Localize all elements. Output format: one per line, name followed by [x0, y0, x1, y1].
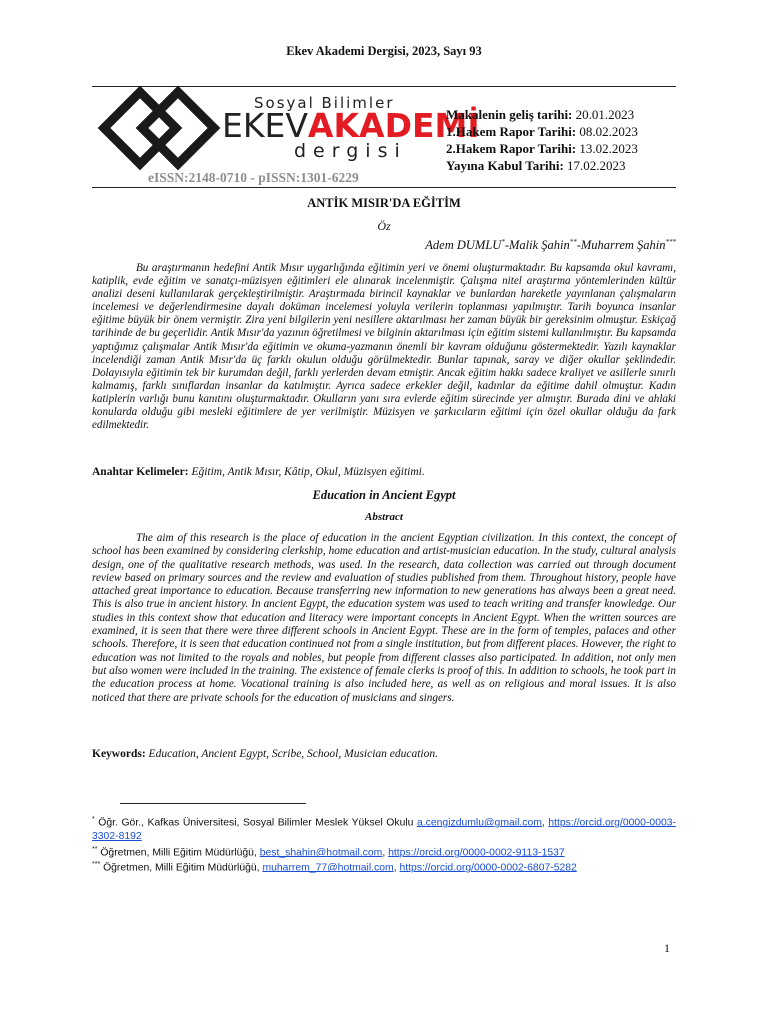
- email-link[interactable]: best_shahin@hotmail.com: [259, 847, 383, 859]
- footnote-marker: **: [92, 846, 98, 853]
- author-name: -Muharrem Şahin: [576, 238, 666, 253]
- date-review-2: [446, 140, 638, 157]
- abstract-heading-en: Abstract: [365, 511, 403, 523]
- footnote-marker[interactable]: ***: [665, 238, 676, 246]
- keywords-value: Eğitim, Antik Mısır, Kâtip, Okul, Müzisyen eğitimi.: [188, 466, 425, 478]
- date-value: 08.02.2023: [576, 124, 638, 139]
- date-accepted: [446, 157, 638, 174]
- footnote-1: [92, 813, 676, 844]
- author-list: [425, 238, 676, 253]
- footnote-text: Öğr. Gör., Kafkas Üniversitesi, Sosyal Bilimler Meslek Yüksel Okulu: [94, 817, 417, 829]
- author-name: Adem DUMLU: [425, 238, 502, 253]
- date-review-1: [446, 123, 638, 140]
- issn-line: eISSN:2148-0710 - pISSN:1301-6229: [148, 170, 359, 185]
- article-dates: [446, 106, 638, 174]
- keywords-tr: [92, 466, 425, 478]
- footnote-3: [92, 858, 676, 875]
- article-title-tr: ANTİK MISIR'DA EĞİTİM: [307, 196, 461, 210]
- abstract-heading-tr: Öz: [377, 219, 391, 233]
- date-received: [446, 106, 638, 123]
- journal-header: Ekev Akademi Dergisi, 2023, Sayı 93: [286, 44, 482, 58]
- abstract-en-body: The aim of this research is the place of education in the ancient Egyptian civilization. In this context, the concept of school has been examined by considering clerkship, home education and artist-musician education. In the study, cultural analysis design, one of the qualitative research methods, was used. In the research, data collection was carried out through document review based on primary sources and the review and evaluation of studies published from them. Throughout history, people have attached great importance to education. Because transferring new information to new generations has always been a great need. This is also true in ancient history. In ancient Egypt, the education system was used to teach writing and transfer knowledge. Our studies in this context show that education and literacy were important concepts in Ancient Egypt. When the written sources are examined, it is seen that there were three different schools in Ancient Egypt. These are in the form of temples, palaces and other schools. Therefore, it is seen that education continued not from a single institution, but from different places. However, the right to education was not limited to the royals and nobles, but people from different classes also participated. In addition, not only men but also women were included in the training. The existence of female clerks is proof of this. In addition to schools, he took part in the education process at home. Vocational training is also included here, as well as on religious and moral issues. It is also noticed that there are private schools for the education of musicians and singers.: [92, 532, 676, 704]
- footnote-sep: ,: [393, 862, 400, 874]
- footnote-marker[interactable]: **: [569, 238, 577, 246]
- orcid-link[interactable]: https://orcid.org/0000-0002-6807-5282: [399, 862, 577, 874]
- keywords-en: [92, 748, 438, 760]
- date-label: Makalenin geliş tarihi:: [446, 107, 573, 122]
- keywords-label: Anahtar Kelimeler:: [92, 466, 189, 478]
- email-link[interactable]: a.cengizdumlu@gmail.com: [417, 817, 542, 829]
- footnote-marker: *: [92, 816, 95, 823]
- footnote-sep: ,: [382, 847, 389, 859]
- date-label: 2.Hakem Rapor Tarihi:: [446, 141, 577, 156]
- footnote-marker: ***: [92, 861, 101, 868]
- keywords-value: Education, Ancient Egypt, Scribe, School, Musician education.: [145, 748, 439, 760]
- footnote-marker[interactable]: *: [501, 238, 505, 246]
- date-value: 13.02.2023: [576, 141, 638, 156]
- orcid-link[interactable]: https://orcid.org/0000-0003-3302-8192: [92, 817, 676, 843]
- email-link[interactable]: muharrem_77@hotmail.com: [262, 862, 394, 874]
- page-number: 1: [664, 941, 670, 955]
- date-value: 17.02.2023: [563, 158, 626, 173]
- footnote-text: Öğretmen, Milli Eğitim Müdürlüğü,: [100, 862, 263, 874]
- footnote-text: Öğretmen, Milli Eğitim Müdürlüğü,: [97, 847, 260, 859]
- date-value: 20.01.2023: [572, 107, 635, 122]
- footnote-sep: ,: [541, 817, 549, 829]
- header-rule-bottom: [92, 187, 676, 188]
- abstract-tr-body: Bu araştırmanın hedefini Antik Mısır uygarlığında eğitimin yeri ve önemi oluşturmaktadır. Bu kapsamda okul kavramı, katiplik, evde eğitim ve sanatçı-müzisyen eğitimleri ele alınarak incelenmiştir. Çalışma nitel araştırma yöntemlerinden kültür analizi deseni kullanılarak gerçekleştirilmiştir. Araştırmada birincil kaynaklar ve bunlardan hareketle yayınlanan çalışmaların incelemesi ve değerlendirmesine dayalı doküman incelemesi yoluyla verilerin toplanması yapılmıştır. Tarih boyunca insanlar eğitime büyük bir önem vermiştir. Zira yeni bilgilerin yeni nesillere aktarılması her zaman büyük bir gereksinim olmuştur. Eskiçağ tarihinde de bu geçerlidir. Antik Mısır'da yazının öğretilmesi ve bilginin aktarılması için eğitim sistemi kullanılmıştır. Bu kapsamda yaptığımız çalışmalar Antik Mısır'da eğitimin ve okuma-yazmanın önemli bir kavram olduğunu göstermektedir. Yazılı kaynaklar incelendiği zaman Antik Mısır'da üç farklı okulun olduğu görülmektedir. Bunlar tapınak, saray ve diğer okullar şeklindedir. Dolayısıyla eğitimin tek bir kurumdan değil, farklı yerlerden devam etmiştir. Ancak eğitim hakkı sadece kraliyet ve asillerle sınırlı kalmamış, farklı sınıflardan insanlar da katılmıştır. Ayrıca sadece erkekler değil, kadınlar da eğitime dahil olmuştur. Kadın katiplerin varlığı bunu kanıtını oluşturmaktadır. Okulların yanı sıra evlerde eğitim sürecinde yer almıştır. Burada dini ve ahlaki konularda olduğu gibi mesleki eğitimlere de yer verilmiştir. Müzisyen ve şarkıcıların eğitimi için özel okullar olduğu da fark edilmektedir.: [92, 262, 676, 432]
- date-label: 1.Hakem Rapor Tarihi:: [446, 124, 577, 139]
- logo-wordmark-ekev: EKEV: [222, 106, 308, 145]
- logo-subtitle-bottom: dergisi: [294, 140, 407, 162]
- article-title-en: Education in Ancient Egypt: [312, 488, 456, 502]
- logo-wordmark-akademi: AKADEMİ: [307, 106, 480, 145]
- date-label: Yayına Kabul Tarihi:: [446, 158, 564, 173]
- keywords-label: Keywords:: [92, 748, 146, 760]
- author-name: -Malik Şahin: [504, 238, 570, 253]
- logo-subtitle-top: Sosyal Bilimler: [254, 94, 395, 112]
- orcid-link[interactable]: https://orcid.org/0000-0002-9113-1537: [388, 847, 565, 859]
- footnote-separator: [120, 803, 306, 804]
